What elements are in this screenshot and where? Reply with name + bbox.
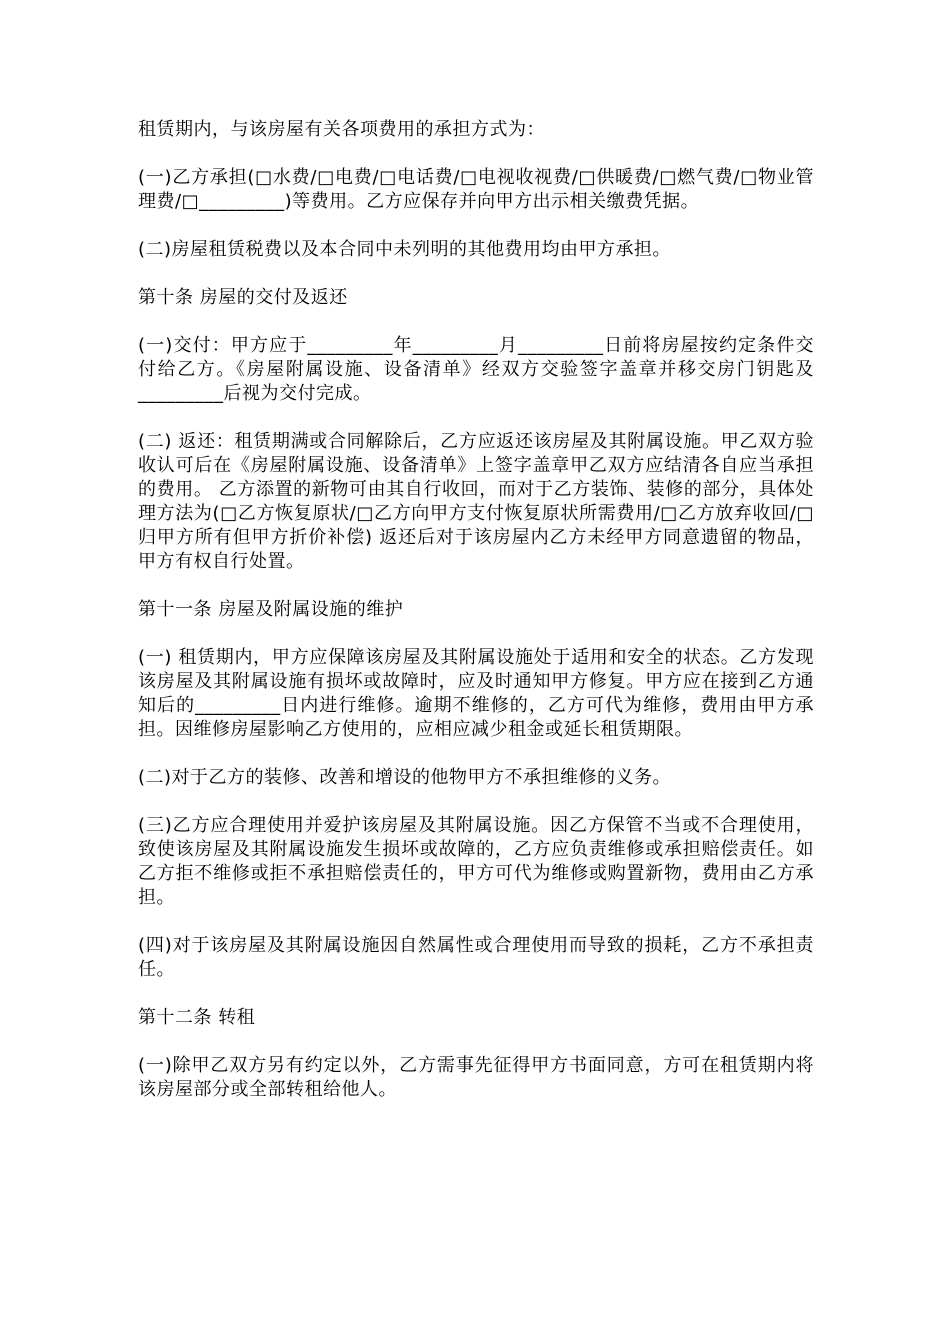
- article-10-heading: 第十条 房屋的交付及返还: [138, 287, 348, 308]
- paragraph-sublease-1: (一)除甲乙双方另有约定以外，乙方需事先征得甲方书面同意，方可在租赁期内将该房屋部分或全部转租给他人。: [138, 1055, 814, 1100]
- article-11-heading: 第十一条 房屋及附属设施的维护: [138, 599, 404, 620]
- paragraph-fee-tenant: (一)乙方承担(□水费/□电费/□电话费/□电视收视费/□供暖费/□燃气费/□物业管理费/□_________)等费用。乙方应保存并向甲方出示相关缴费凭据。: [138, 167, 814, 212]
- paragraph-maintenance-3: (三)乙方应合理使用并爱护该房屋及其附属设施。因乙方保管不当或不合理使用，致使该房屋及其附属设施发生损坏或故障的，乙方应负责维修或承担赔偿责任。如乙方拒不维修或拒不承担赔偿责任的，甲方可代为维修或购置新物，费用由乙方承担。: [138, 815, 814, 908]
- article-12-heading: 第十二条 转租: [138, 1007, 256, 1028]
- document-body: [138, 118, 814, 1126]
- paragraph-fee-intro: 租赁期内，与该房屋有关各项费用的承担方式为：: [138, 119, 545, 140]
- paragraph-maintenance-1: (一) 租赁期内，甲方应保障该房屋及其附属设施处于适用和安全的状态。乙方发现该房屋及其附属设施有损坏或故障时，应及时通知甲方修复。甲方应在接到乙方通知后的_________日内进行维修。逾期不维修的，乙方可代为维修，费用由甲方承担。因维修房屋影响乙方使用的，应相应减少租金或延长租赁期限。: [138, 647, 814, 740]
- paragraph-maintenance-4: (四)对于该房屋及其附属设施因自然属性或合理使用而导致的损耗，乙方不承担责任。: [138, 935, 814, 980]
- paragraph-return: (二) 返还：租赁期满或合同解除后，乙方应返还该房屋及其附属设施。甲乙双方验收认可后在《房屋附属设施、设备清单》上签字盖章甲乙双方应结清各自应当承担的费用。 乙方添置的新物可由其自行收回，而对于乙方装饰、装修的部分，具体处理方法为(□乙方恢复原状/□乙方向甲方支付恢复原状所需费用/□乙方放弃收回/□归甲方所有但甲方折价补偿) 返还后对于该房屋内乙方未经甲方同意遗留的物品，甲方有权自行处置。: [138, 431, 814, 572]
- paragraph-delivery: (一)交付：甲方应于_________年_________月_________日前将房屋按约定条件交付给乙方。《房屋附属设施、设备清单》经双方交验签字盖章并移交房门钥匙及_________后视为交付完成。: [138, 335, 814, 404]
- paragraph-maintenance-2: (二)对于乙方的装修、改善和增设的他物甲方不承担维修的义务。: [138, 767, 672, 788]
- paragraph-fee-landlord: (二)房屋租赁税费以及本合同中未列明的其他费用均由甲方承担。: [138, 239, 672, 260]
